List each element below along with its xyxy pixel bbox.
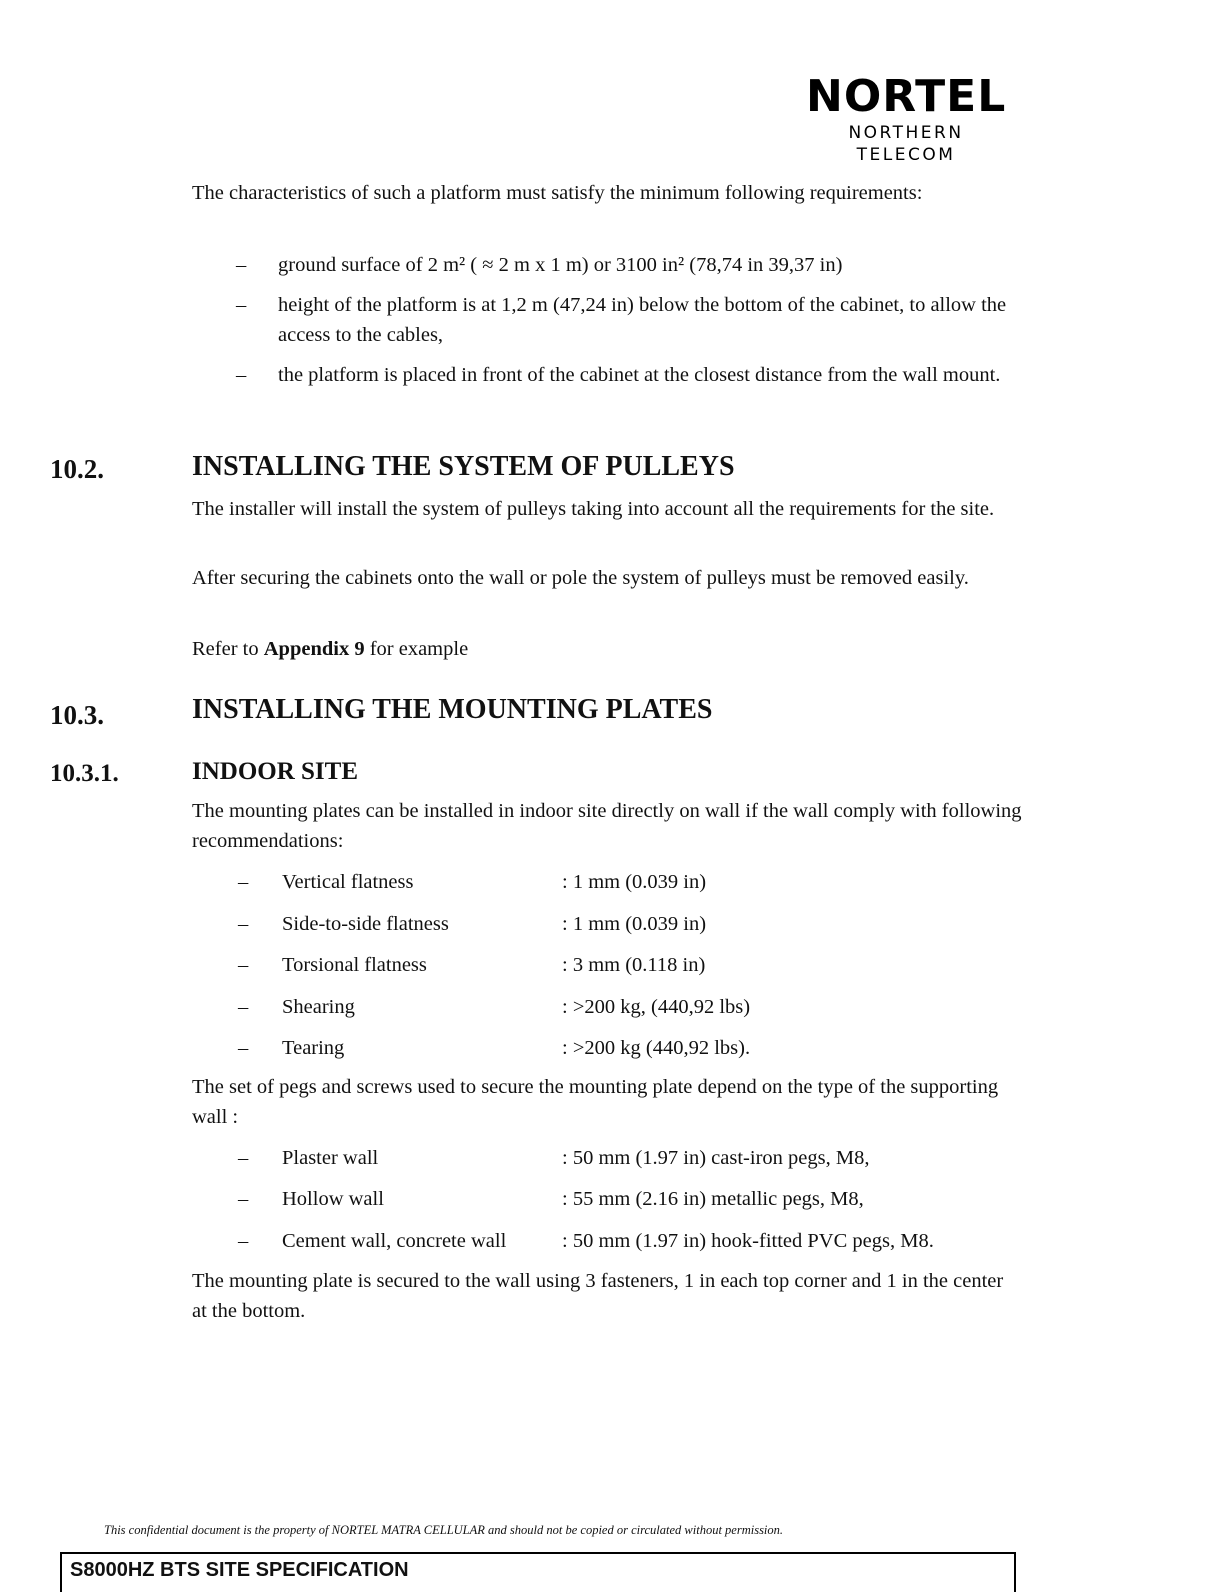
subsection-number: 10.3.1. <box>50 760 119 787</box>
ref-suffix: for example <box>364 638 469 660</box>
spec-row <box>236 950 1036 980</box>
bullet-text: the platform is placed in front of the cabinet at the closest distance from the wall mount. <box>278 364 1001 386</box>
section-paragraph: The mounting plates can be installed in indoor site directly on wall if the wall comply with following recommendations: <box>192 800 1022 852</box>
bullet-dash: – <box>238 996 249 1018</box>
logo-subtitle: NORTHERN TELECOM <box>848 123 964 165</box>
appendix-reference <box>192 634 1022 664</box>
spec-value: : 3 mm (0.118 in) <box>562 954 706 976</box>
spec-value: : 1 mm (0.039 in) <box>562 871 707 893</box>
spec-row <box>236 867 1036 897</box>
section-number: 10.3. <box>50 700 104 730</box>
spec-value: : 1 mm (0.039 in) <box>562 913 707 935</box>
wall-row <box>236 1184 1036 1214</box>
spec-value: : >200 kg (440,92 lbs). <box>562 1037 751 1059</box>
wall-type: Plaster wall <box>282 1147 379 1169</box>
spec-value: : >200 kg, (440,92 lbs) <box>562 996 751 1018</box>
spec-name: Torsional flatness <box>282 954 427 976</box>
bullet-dash: – <box>238 1147 249 1169</box>
bullet-dash: – <box>236 294 247 316</box>
section-paragraph: The mounting plate is secured to the wall using 3 fasteners, 1 in each top corner and 1 in the center at the bottom. <box>192 1270 1004 1322</box>
bullet-text: ground surface of 2 m² ( ≈ 2 m x 1 m) or 3100 in² (78,74 in 39,37 in) <box>278 254 843 276</box>
bullet-dash: – <box>236 254 247 276</box>
confidentiality-notice: This confidential document is the property of NORTEL MATRA CELLULAR and should not be copied or circulated without permission. <box>104 1523 784 1537</box>
wall-fixing: : 50 mm (1.97 in) cast-iron pegs, M8, <box>562 1147 870 1169</box>
footer-document-title: S8000HZ BTS SITE SPECIFICATION <box>70 1559 409 1581</box>
spec-row <box>236 992 1036 1022</box>
bullet-dash: – <box>238 1188 249 1210</box>
wall-fixing: : 55 mm (2.16 in) metallic pegs, M8, <box>562 1188 864 1210</box>
ref-prefix: Refer to <box>192 638 264 660</box>
bullet-dash: – <box>238 954 249 976</box>
section-paragraph: The set of pegs and screws used to secure the mounting plate depend on the type of the supporting wall : <box>192 1076 999 1128</box>
bullet-dash: – <box>238 871 249 893</box>
spec-row <box>236 909 1036 939</box>
spec-name: Side-to-side flatness <box>282 913 449 935</box>
section-paragraph: The installer will install the system of pulleys taking into account all the requirements for the site. <box>192 498 995 520</box>
section-heading: INSTALLING THE MOUNTING PLATES <box>192 694 713 725</box>
spec-row <box>236 1033 1036 1063</box>
section-number: 10.2. <box>50 454 104 484</box>
appendix-link-text: Appendix 9 <box>263 638 365 660</box>
bullet-text: height of the platform is at 1,2 m (47,24 in) below the bottom of the cabinet, to allow the access to the cables, <box>278 294 1007 346</box>
footer-title-box <box>60 1552 1016 1592</box>
bullet-dash: – <box>236 364 247 386</box>
wall-type: Cement wall, concrete wall <box>282 1230 507 1252</box>
wall-row <box>236 1143 1036 1173</box>
spec-name: Vertical flatness <box>282 871 414 893</box>
bullet-dash: – <box>238 1230 249 1252</box>
wall-row <box>236 1226 1036 1256</box>
bullet-dash: – <box>238 913 249 935</box>
spec-name: Shearing <box>282 996 355 1018</box>
wall-fixing: : 50 mm (1.97 in) hook-fitted PVC pegs, M8. <box>562 1230 934 1252</box>
logo-wordmark: NORTEL <box>806 71 1007 122</box>
nortel-logo <box>806 72 1006 166</box>
section-paragraph: After securing the cabinets onto the wall or pole the system of pulleys must be removed easily. <box>192 567 969 589</box>
section-heading: INSTALLING THE SYSTEM OF PULLEYS <box>192 451 735 482</box>
bullet-dash: – <box>238 1037 249 1059</box>
spec-name: Tearing <box>282 1037 345 1059</box>
wall-type: Hollow wall <box>282 1188 384 1210</box>
subsection-heading: INDOOR SITE <box>192 758 359 785</box>
intro-paragraph: The characteristics of such a platform must satisfy the minimum following requirements: <box>192 182 923 204</box>
